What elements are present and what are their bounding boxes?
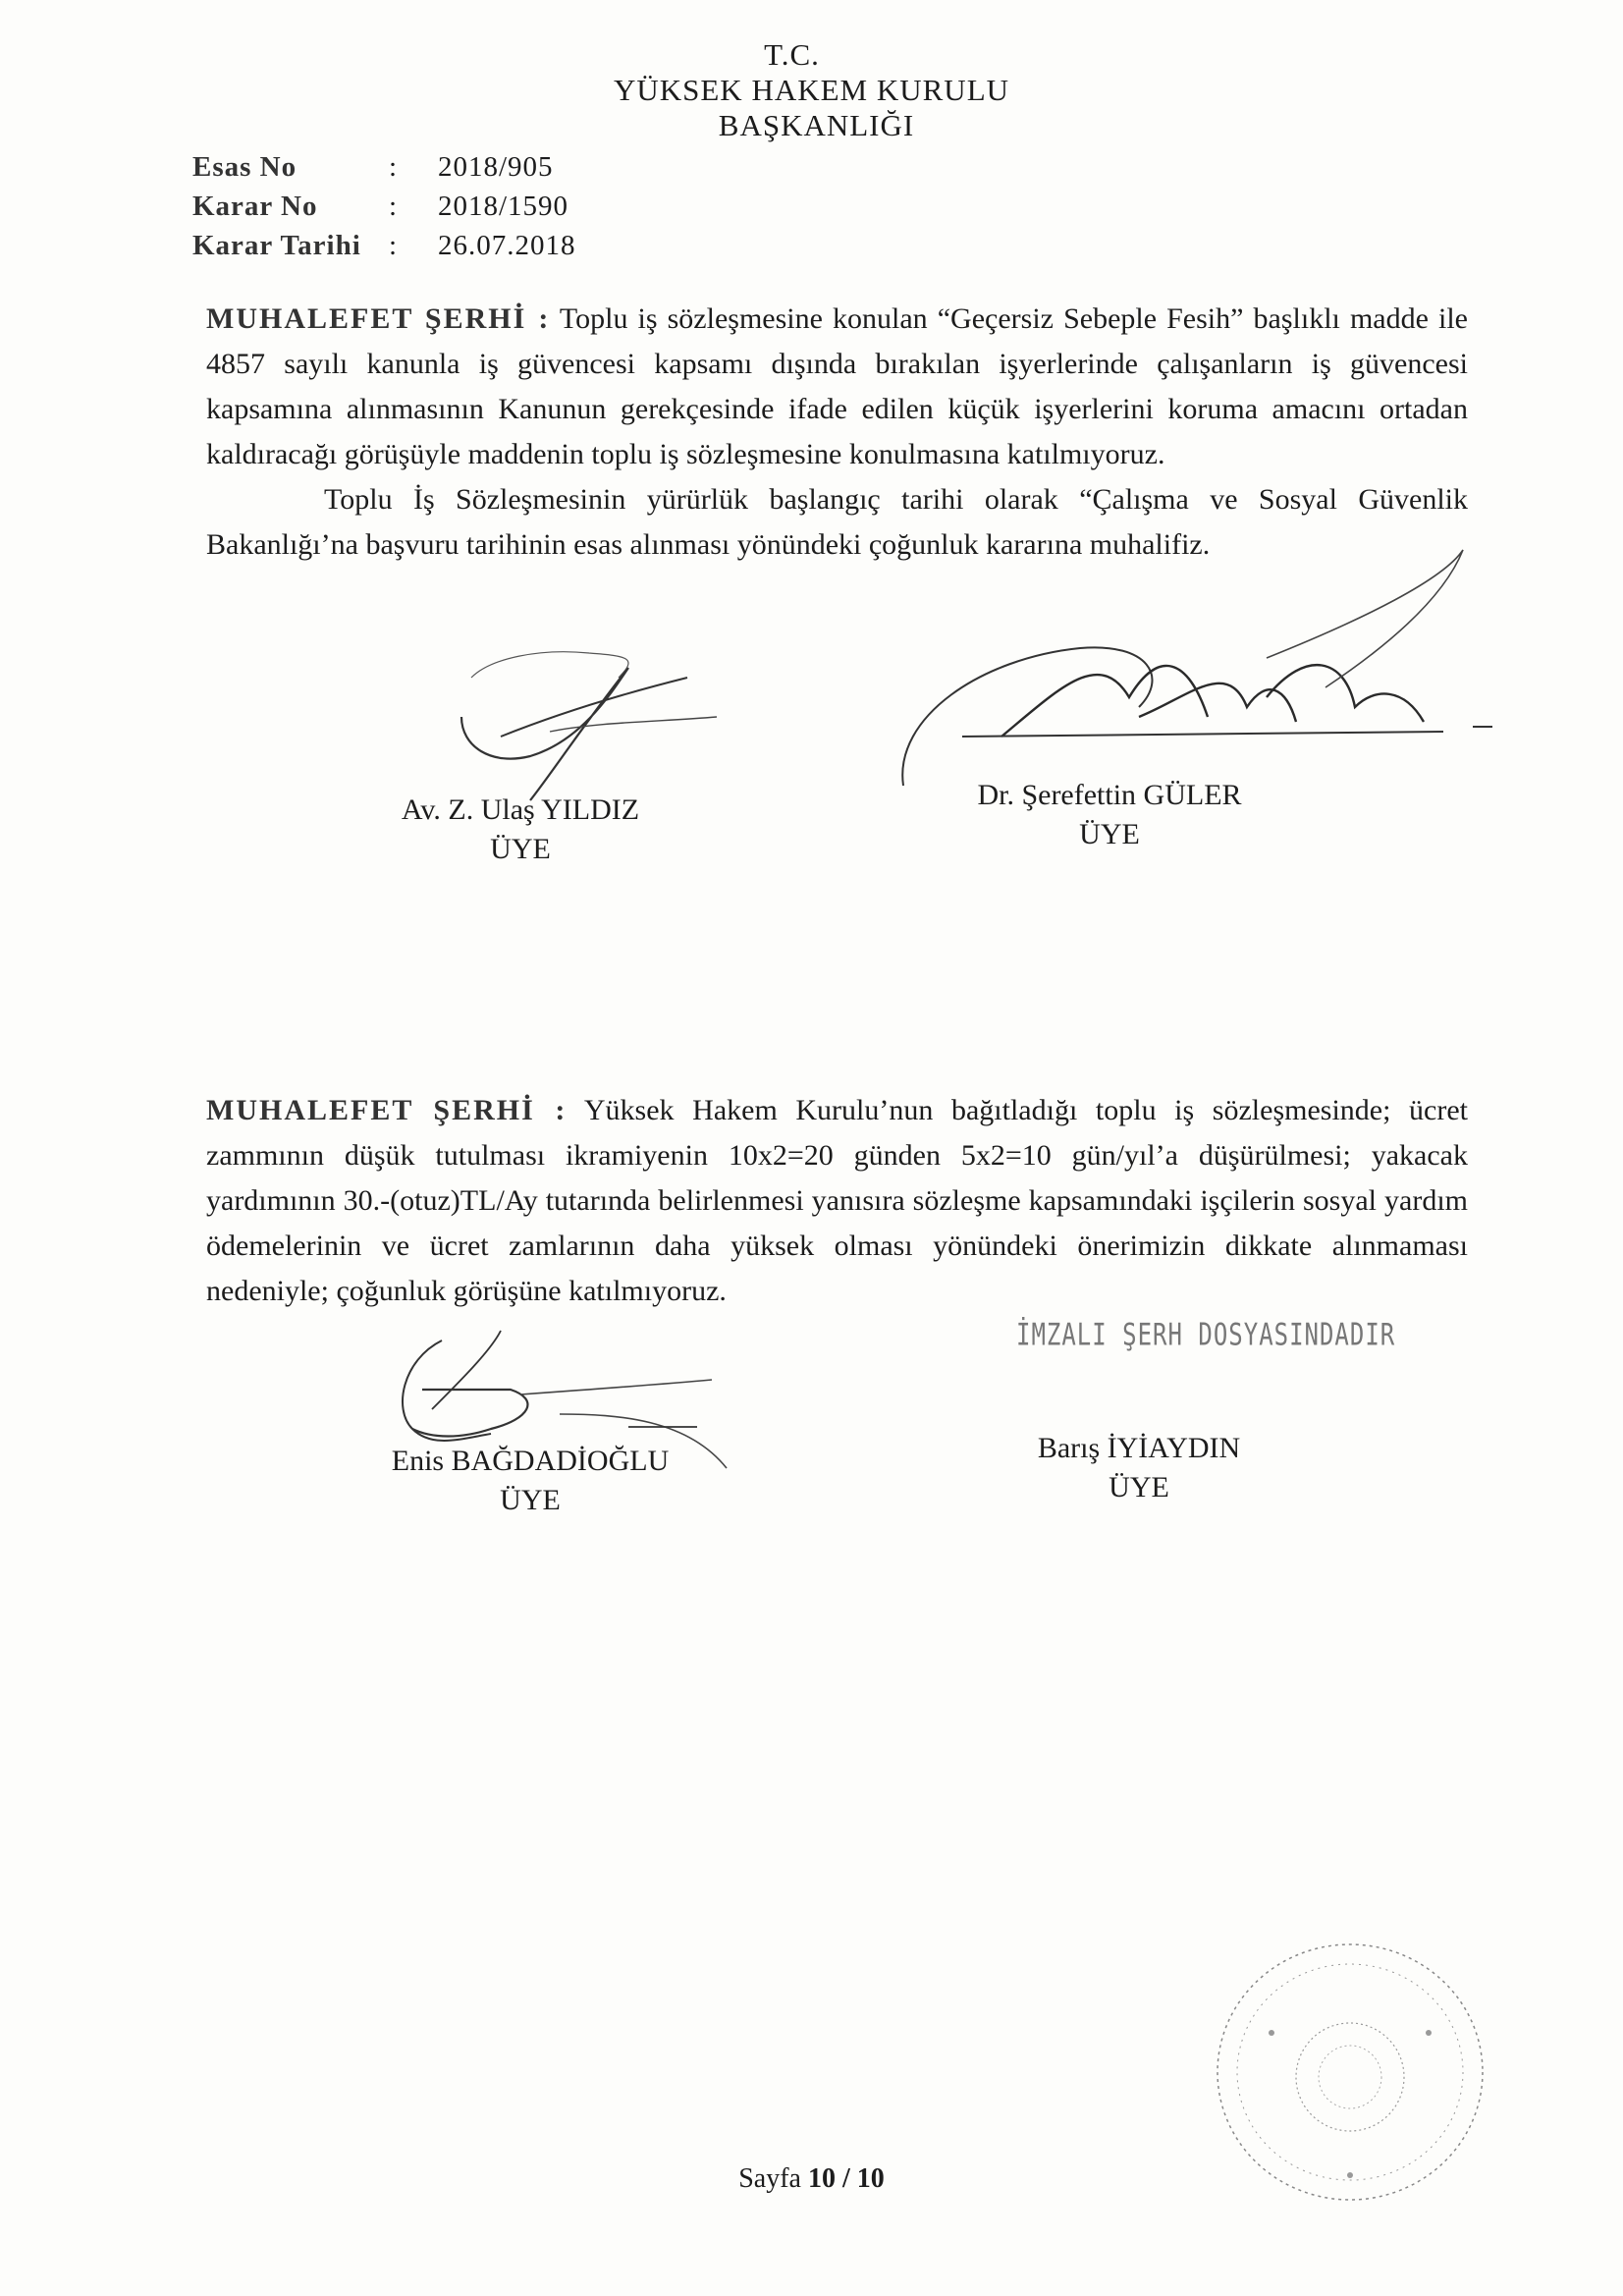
meta-row-esas: Esas No : 2018/905 bbox=[192, 147, 576, 187]
dissent-2-text: Yüksek Hakem Kurulu’nun bağıtladığı toplu iş sözleşmesinde; ücret zammının düşük tutulması ikramiyenin 10x2=20 günden 5x2=10 gün/yıl’a düşürülmesi; yakacak yardımının 30.-(otuz)TL/Ay tutarında belirlenmesi yanısıra sözleşme kapsamındaki işçilerin sosyal yardım ödemelerinin ve ücret zamlarının daha yüksek olması yönündeki önerimizin dikkate alınmaması nedeniyle; çoğunluk görüşüne katılmıyoruz. bbox=[206, 1094, 1468, 1307]
signer-name: Av. Z. Ulaş YILDIZ bbox=[401, 793, 640, 826]
signer-role: ÜYE bbox=[490, 833, 551, 865]
meta-label: Karar Tarihi bbox=[192, 230, 361, 261]
header-line-2: YÜKSEK HAKEM KURULU bbox=[613, 73, 1010, 107]
signature-block-iyiaydin bbox=[997, 1429, 1281, 1507]
signature-block-guler bbox=[943, 776, 1276, 854]
page-number: 10 / 10 bbox=[807, 2163, 885, 2194]
signature-guler bbox=[893, 540, 1502, 795]
signer-role: ÜYE bbox=[1109, 1471, 1169, 1503]
page-label: Sayfa bbox=[738, 2163, 801, 2194]
signer-role: ÜYE bbox=[500, 1484, 561, 1516]
page-footer bbox=[0, 2163, 1623, 2195]
signature-block-bagdadioglu bbox=[353, 1442, 707, 1520]
header-line-3: BAŞKANLIĞI bbox=[718, 108, 915, 142]
case-meta bbox=[192, 147, 576, 265]
dissent-opinion-1 bbox=[206, 297, 1468, 568]
dissent-1-text: Toplu iş sözleşmesine konulan “Geçersiz Sebeple Fesih” başlıklı madde ile 4857 sayılı kanunla iş güvencesi kapsamı dışında bırakılan işyerlerinde çalışanların iş güvencesi kapsamına alınmasının Kanunun gerekçesinde ifade edilen küçük işyerlerini koruma amacını ortadan kaldıracağı görüşüyle maddenin toplu iş sözleşmesine konulmasına katılmıyoruz. bbox=[206, 302, 1468, 470]
header-line-1: T.C. bbox=[764, 37, 820, 72]
meta-value: 26.07.2018 bbox=[438, 230, 576, 261]
dissent-heading: MUHALEFET ŞERHİ : bbox=[206, 1094, 568, 1126]
meta-label: Karar No bbox=[192, 191, 318, 222]
meta-value: 2018/1590 bbox=[438, 191, 569, 222]
signer-name: Enis BAĞDADİOĞLU bbox=[391, 1445, 670, 1477]
signature-yildiz bbox=[432, 638, 727, 805]
meta-value: 2018/905 bbox=[438, 151, 554, 183]
meta-row-tarih: Karar Tarihi : 26.07.2018 bbox=[192, 226, 576, 265]
signer-name: Barış İYİAYDIN bbox=[1037, 1432, 1241, 1464]
dissent-1-text-2: Toplu İş Sözleşmesinin yürürlük başlangıç tarihi olarak “Çalışma ve Sosyal Güvenlik Bakanlığı’na başvuru tarihinin esas alınması yönündeki çoğunluk kararına muhalifiz. bbox=[206, 483, 1468, 561]
signed-annotation-stamp: İMZALI ŞERH DOSYASINDADIR bbox=[1016, 1316, 1396, 1353]
dissent-opinion-2 bbox=[206, 1088, 1468, 1314]
signer-name: Dr. Şerefettin GÜLER bbox=[977, 779, 1242, 811]
meta-row-karar: Karar No : 2018/1590 bbox=[192, 187, 576, 226]
dissent-1-paragraph bbox=[206, 297, 1468, 477]
document-header bbox=[0, 37, 1623, 143]
meta-label: Esas No bbox=[192, 151, 298, 183]
signer-role: ÜYE bbox=[1079, 818, 1140, 850]
signature-block-yildiz bbox=[373, 791, 668, 869]
dissent-heading: MUHALEFET ŞERHİ : bbox=[206, 302, 551, 335]
